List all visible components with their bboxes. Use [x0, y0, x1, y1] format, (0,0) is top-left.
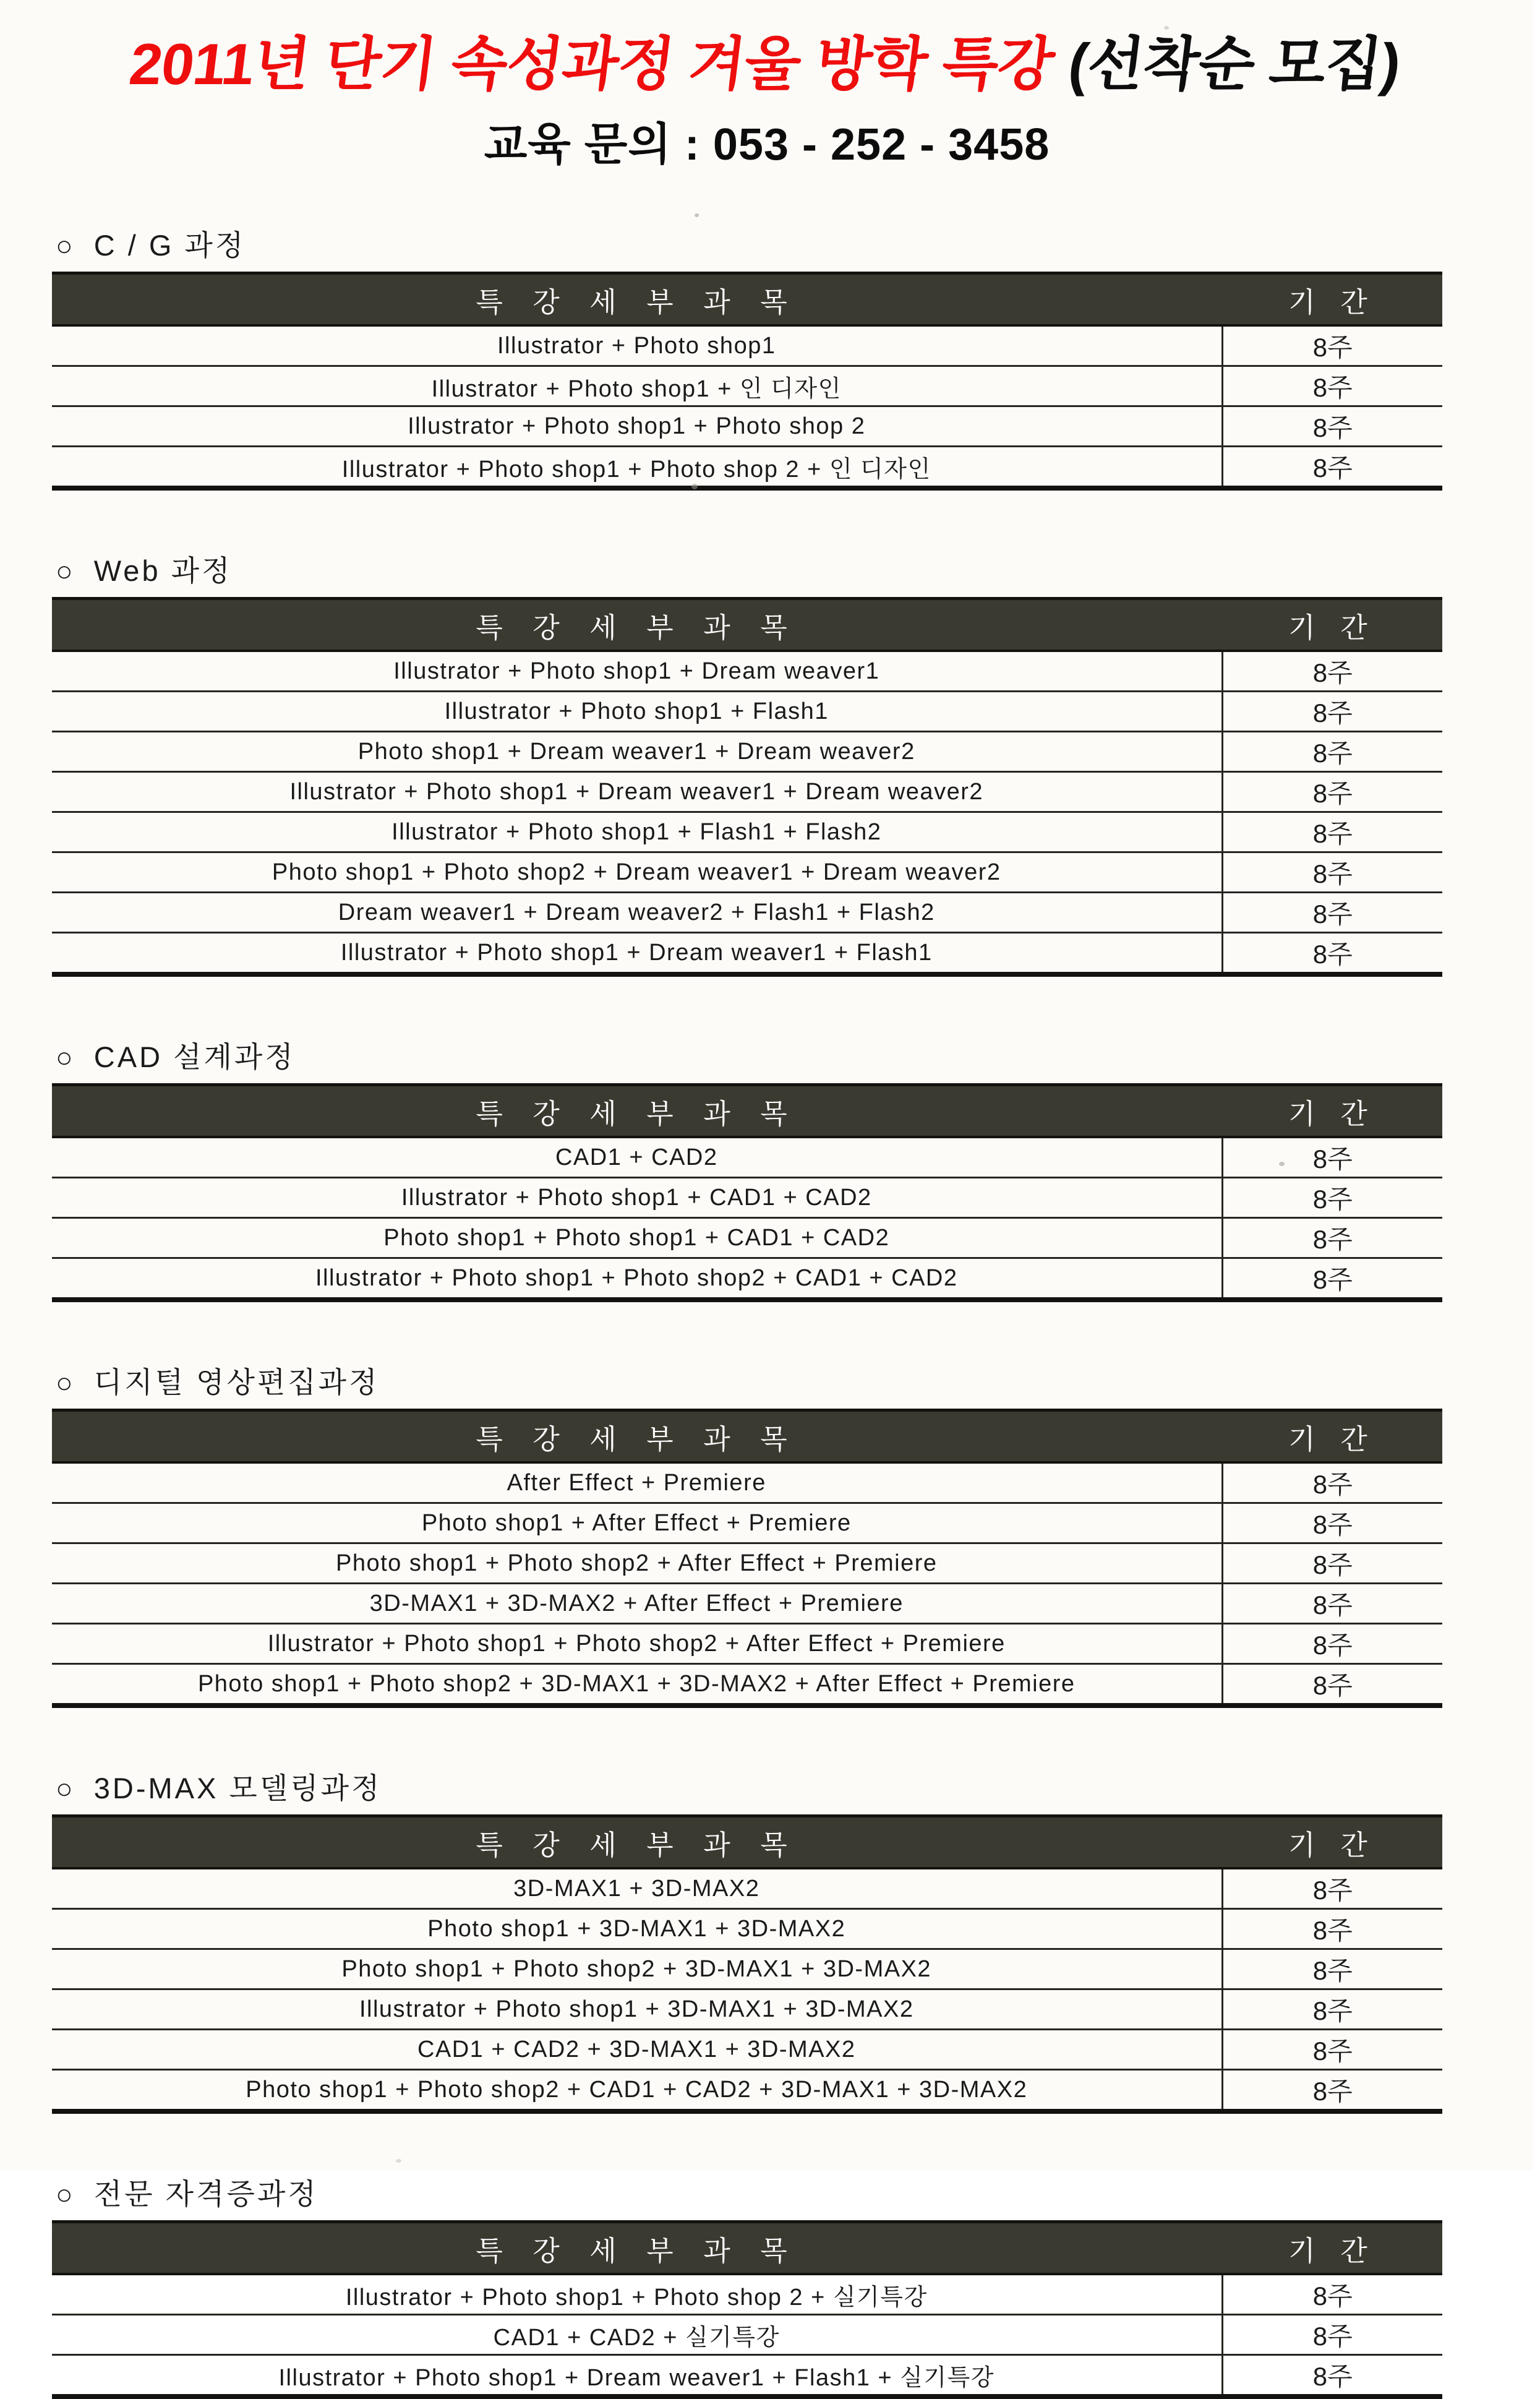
- contact-phone-line: 교육 문의 : 053 - 252 - 3458: [484, 120, 1050, 170]
- table-row: [52, 1949, 1442, 1989]
- section-heading: [56, 1039, 1442, 1076]
- scan-speck: [1164, 26, 1169, 30]
- section-heading-label: C / G 과정: [93, 229, 246, 262]
- circle-bullet-icon: ○: [56, 555, 75, 588]
- course-subject-cell: Dream weaver1 + Dream weaver2 + Flash1 + Flash2: [52, 893, 1222, 933]
- course-section: [52, 1770, 1442, 2114]
- course-section: [52, 227, 1442, 491]
- course-duration-cell: 8주: [1222, 1909, 1442, 1949]
- scan-speck: [691, 484, 698, 489]
- column-header-duration: 기 간: [1222, 2222, 1442, 2275]
- course-subject-cell: Photo shop1 + Photo shop2 + 3D-MAX1 + 3D-MAX2 + After Effect + Premiere: [52, 1664, 1222, 1706]
- table-row: [52, 1664, 1442, 1706]
- table-header-row: [52, 1816, 1442, 1869]
- course-table: [52, 1814, 1442, 2114]
- table-row: [52, 1584, 1442, 1624]
- course-duration-cell: 8주: [1222, 1949, 1442, 1989]
- table-header-row: [52, 599, 1442, 651]
- course-duration-cell: 8주: [1222, 1989, 1442, 2030]
- course-duration-cell: 8주: [1222, 1624, 1442, 1664]
- section-heading: [56, 552, 1442, 590]
- course-subject-cell: Illustrator + Photo shop1 + CAD1 + CAD2: [52, 1178, 1222, 1218]
- course-duration-cell: 8주: [1222, 933, 1442, 975]
- column-header-duration: 기 간: [1222, 1816, 1442, 1869]
- table-row: [52, 651, 1442, 692]
- course-duration-cell: 8주: [1222, 651, 1442, 692]
- table-header-row: [52, 1085, 1442, 1138]
- table-row: [52, 1624, 1442, 1664]
- course-subject-cell: Illustrator + Photo shop1 + Photo shop 2 + 인 디자인: [52, 447, 1222, 489]
- section-heading-label: 3D-MAX 모델링과정: [93, 1772, 382, 1805]
- column-header-subject: 특 강 세 부 과 목: [52, 599, 1222, 651]
- course-table: [52, 1409, 1442, 1708]
- column-header-duration: 기 간: [1222, 273, 1442, 326]
- table-header-row: [52, 2222, 1442, 2275]
- course-table: [52, 1083, 1442, 1302]
- column-header-subject: 특 강 세 부 과 목: [52, 2222, 1222, 2275]
- page-title: [0, 0, 1540, 96]
- course-duration-cell: 8주: [1222, 1462, 1442, 1503]
- table-row: [52, 1462, 1442, 1503]
- course-subject-cell: After Effect + Premiere: [52, 1462, 1222, 1503]
- column-header-duration: 기 간: [1222, 1085, 1442, 1138]
- course-section: [52, 552, 1442, 977]
- course-duration-cell: 8주: [1222, 1178, 1442, 1218]
- table-header-row: [52, 273, 1442, 326]
- page-title-note: (선착순 모집): [1049, 32, 1404, 97]
- circle-bullet-icon: ○: [56, 230, 75, 262]
- course-duration-cell: 8주: [1222, 1137, 1442, 1178]
- column-header-subject: 특 강 세 부 과 목: [52, 1816, 1222, 1869]
- table-row: [52, 2355, 1442, 2397]
- course-subject-cell: Illustrator + Photo shop1 + Flash1 + Flash2: [52, 812, 1222, 852]
- course-subject-cell: Illustrator + Photo shop1 + Dream weaver1 + Flash1: [52, 933, 1222, 975]
- course-subject-cell: 3D-MAX1 + 3D-MAX2: [52, 1868, 1222, 1909]
- table-row: [52, 2070, 1442, 2112]
- course-duration-cell: 8주: [1222, 2355, 1442, 2397]
- course-duration-cell: 8주: [1222, 1543, 1442, 1584]
- course-subject-cell: Illustrator + Photo shop1 + Flash1: [52, 692, 1222, 732]
- circle-bullet-icon: ○: [56, 1772, 75, 1805]
- table-row: [52, 366, 1442, 406]
- table-row: [52, 325, 1442, 366]
- section-heading-label: 디지털 영상편집과정: [93, 1366, 380, 1399]
- course-subject-cell: Photo shop1 + Photo shop2 + Dream weaver1 + Dream weaver2: [52, 852, 1222, 893]
- section-heading-label: CAD 설계과정: [93, 1041, 296, 1074]
- course-duration-cell: 8주: [1222, 692, 1442, 732]
- course-subject-cell: CAD1 + CAD2: [52, 1137, 1222, 1178]
- course-duration-cell: 8주: [1222, 325, 1442, 366]
- course-subject-cell: Illustrator + Photo shop1 + Dream weaver1 + Flash1 + 실기특강: [52, 2355, 1222, 2397]
- course-subject-cell: Illustrator + Photo shop1 + Photo shop2 + CAD1 + CAD2: [52, 1258, 1222, 1300]
- table-row: [52, 933, 1442, 975]
- course-duration-cell: 8주: [1222, 2030, 1442, 2070]
- scan-speck: [396, 2159, 401, 2163]
- table-row: [52, 893, 1442, 933]
- section-heading-label: Web 과정: [93, 554, 233, 588]
- course-section: [52, 2176, 1442, 2399]
- course-subject-cell: Illustrator + Photo shop1 + Dream weaver1 + Dream weaver2: [52, 772, 1222, 812]
- column-header-subject: 특 강 세 부 과 목: [52, 1085, 1222, 1138]
- table-header-row: [52, 1410, 1442, 1463]
- section-heading-label: 전문 자격증과정: [93, 2178, 319, 2211]
- course-subject-cell: Photo shop1 + After Effect + Premiere: [52, 1503, 1222, 1543]
- course-table: [52, 2220, 1442, 2399]
- course-subject-cell: Photo shop1 + Photo shop1 + CAD1 + CAD2: [52, 1218, 1222, 1258]
- course-subject-cell: Photo shop1 + Photo shop2 + CAD1 + CAD2 + 3D-MAX1 + 3D-MAX2: [52, 2070, 1222, 2112]
- table-row: [52, 1543, 1442, 1584]
- table-row: [52, 772, 1442, 812]
- table-row: [52, 1258, 1442, 1300]
- column-header-duration: 기 간: [1222, 599, 1442, 651]
- course-duration-cell: 8주: [1222, 2315, 1442, 2355]
- circle-bullet-icon: ○: [56, 1041, 75, 1074]
- course-subject-cell: 3D-MAX1 + 3D-MAX2 + After Effect + Premiere: [52, 1584, 1222, 1624]
- course-table: [52, 272, 1442, 491]
- course-duration-cell: 8주: [1222, 772, 1442, 812]
- course-subject-cell: Illustrator + Photo shop1 + 인 디자인: [52, 366, 1222, 406]
- section-heading: [56, 1770, 1442, 1807]
- sections: [0, 227, 1534, 2399]
- section-heading: [56, 1364, 1442, 1401]
- table-row: [52, 2274, 1442, 2315]
- table-row: [52, 812, 1442, 852]
- course-duration-cell: 8주: [1222, 2274, 1442, 2315]
- table-row: [52, 447, 1442, 489]
- course-duration-cell: 8주: [1222, 893, 1442, 933]
- course-subject-cell: Illustrator + Photo shop1 + 3D-MAX1 + 3D-MAX2: [52, 1989, 1222, 2030]
- course-duration-cell: 8주: [1222, 1218, 1442, 1258]
- page-title-main: 2011년 단기 속성과정 겨울 방학 특강: [126, 32, 1058, 97]
- course-section: [52, 1364, 1442, 1708]
- column-header-duration: 기 간: [1222, 1410, 1442, 1463]
- table-row: [52, 1868, 1442, 1909]
- table-row: [52, 732, 1442, 772]
- course-duration-cell: 8주: [1222, 366, 1442, 406]
- course-duration-cell: 8주: [1222, 1584, 1442, 1624]
- course-table: [52, 597, 1442, 977]
- course-duration-cell: 8주: [1222, 1258, 1442, 1300]
- section-heading: [56, 2176, 1442, 2213]
- course-duration-cell: 8주: [1222, 1664, 1442, 1706]
- table-row: [52, 1137, 1442, 1178]
- table-row: [52, 1989, 1442, 2030]
- course-subject-cell: Illustrator + Photo shop1 + Photo shop 2: [52, 406, 1222, 447]
- table-row: [52, 852, 1442, 893]
- column-header-subject: 특 강 세 부 과 목: [52, 1410, 1222, 1463]
- course-section: [52, 1039, 1442, 1302]
- course-duration-cell: 8주: [1222, 2070, 1442, 2112]
- table-row: [52, 2315, 1442, 2355]
- table-row: [52, 1218, 1442, 1258]
- course-subject-cell: CAD1 + CAD2 + 실기특강: [52, 2315, 1222, 2355]
- course-duration-cell: 8주: [1222, 1503, 1442, 1543]
- circle-bullet-icon: ○: [56, 2178, 75, 2211]
- course-duration-cell: 8주: [1222, 447, 1442, 489]
- course-subject-cell: Photo shop1 + Photo shop2 + 3D-MAX1 + 3D-MAX2: [52, 1949, 1222, 1989]
- course-subject-cell: Photo shop1 + Dream weaver1 + Dream weaver2: [52, 732, 1222, 772]
- course-subject-cell: Illustrator + Photo shop1 + Photo shop2 + After Effect + Premiere: [52, 1624, 1222, 1664]
- table-row: [52, 1178, 1442, 1218]
- scan-speck: [695, 213, 699, 217]
- course-duration-cell: 8주: [1222, 732, 1442, 772]
- course-subject-cell: Illustrator + Photo shop1 + Photo shop 2 + 실기특강: [52, 2274, 1222, 2315]
- table-row: [52, 1503, 1442, 1543]
- course-duration-cell: 8주: [1222, 812, 1442, 852]
- circle-bullet-icon: ○: [56, 1367, 75, 1399]
- course-duration-cell: 8주: [1222, 852, 1442, 893]
- course-duration-cell: 8주: [1222, 406, 1442, 447]
- column-header-subject: 특 강 세 부 과 목: [52, 273, 1222, 326]
- table-row: [52, 406, 1442, 447]
- course-subject-cell: Photo shop1 + 3D-MAX1 + 3D-MAX2: [52, 1909, 1222, 1949]
- course-subject-cell: Illustrator + Photo shop1: [52, 325, 1222, 366]
- course-subject-cell: Photo shop1 + Photo shop2 + After Effect + Premiere: [52, 1543, 1222, 1584]
- scan-speck: [1279, 1162, 1285, 1166]
- course-subject-cell: Illustrator + Photo shop1 + Dream weaver1: [52, 651, 1222, 692]
- table-row: [52, 1909, 1442, 1949]
- table-row: [52, 2030, 1442, 2070]
- course-subject-cell: CAD1 + CAD2 + 3D-MAX1 + 3D-MAX2: [52, 2030, 1222, 2070]
- section-heading: [56, 227, 1442, 264]
- course-duration-cell: 8주: [1222, 1868, 1442, 1909]
- table-row: [52, 692, 1442, 732]
